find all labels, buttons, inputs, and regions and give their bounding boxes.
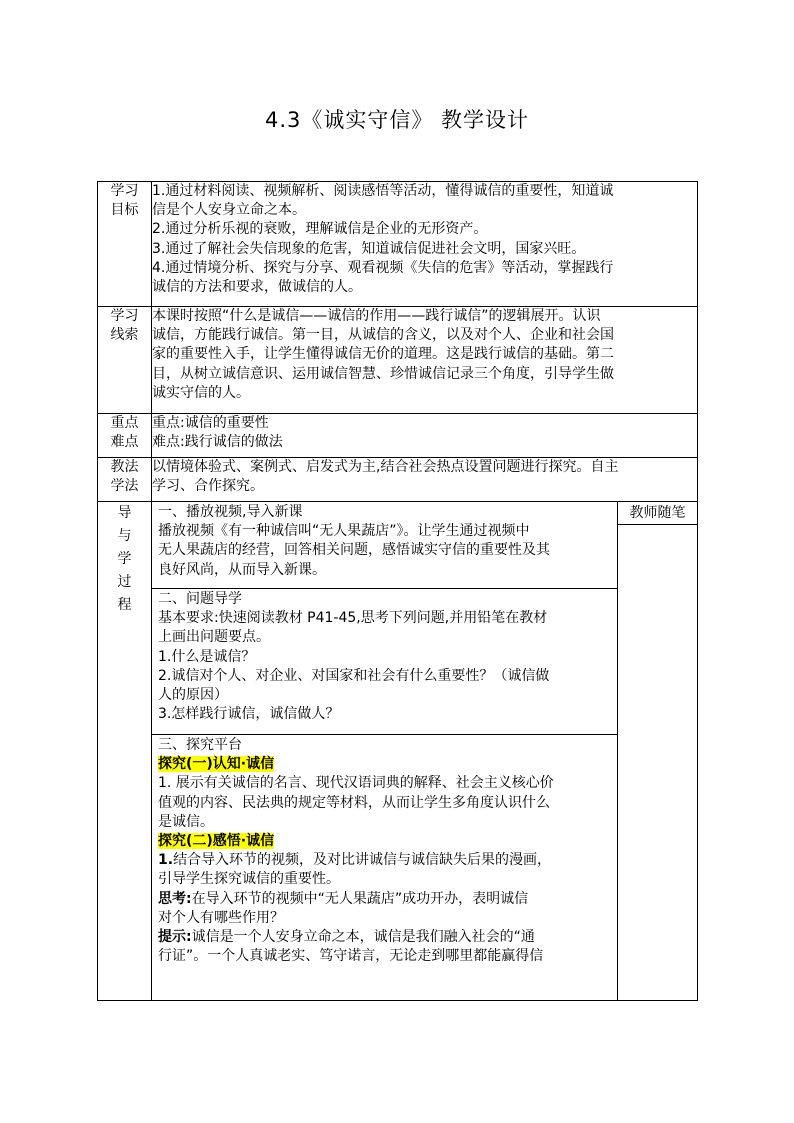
key-points-label-text: 重点 难点 [110, 415, 139, 451]
section2-question: 3.怎样践行诚信，诚信做人？ [158, 706, 340, 723]
hint-line: 诚信是一个人安身立命之本，诚信是我们融入社会的“通 [191, 929, 535, 946]
think-label: 思考: [158, 890, 192, 907]
objectives-line: 3.通过了解社会失信现象的危害，知道诚信促进社会文明，国家兴旺。 [152, 240, 586, 257]
explore1-line: 1. 展示有关诚信的名言、现代汉语词典的解释、社会主义核心价 [158, 775, 554, 792]
methods-label [98, 458, 152, 502]
teacher-notes-column [618, 502, 698, 1001]
hint-label: 提示: [158, 929, 192, 946]
section2-heading: 二、问题导学 [158, 591, 242, 607]
explore2-line: 结合导入环节的视频，及对比讲诚信与诚信缺失后果的漫画， [173, 852, 552, 869]
explore2-number: 1. [158, 852, 174, 869]
explore1-line: 是诚信。 [158, 813, 214, 830]
process-section-2 [152, 589, 617, 735]
lesson-plan-table [97, 181, 698, 1001]
clues-line: 家的重要性入手，让学生懂得诚信无价的道理。这是践行诚信的基础。第二 [152, 346, 614, 363]
think-line: 对个人有哪些作用？ [158, 909, 284, 926]
section1-heading: 一、播放视频,导入新课 [158, 504, 303, 520]
methods-label-text: 教法 学法 [110, 459, 139, 495]
objectives-line: 信是个人安身立命之本。 [152, 202, 306, 219]
process-label [98, 502, 152, 1001]
teacher-notes-header: 教师随笔 [618, 502, 697, 525]
clues-line: 诚实守信的人。 [152, 384, 250, 401]
section2-line: 基本要求:快速阅读教材 P41-45,思考下列问题,并用铅笔在教材 [158, 610, 548, 627]
section3-heading: 三、探究平台 [158, 737, 242, 753]
clues-line: 本课时按照“什么是诚信——诚信的作用——践行诚信”的逻辑展开。认识 [152, 308, 601, 324]
key-points-label [98, 414, 152, 458]
section1-line: 无人果蔬店的经营，回答相关问题，感悟诚实守信的重要性及其 [158, 542, 550, 559]
section2-question: 2.诚信对个人、对企业、对国家和社会有什么重要性？（诚信做 [158, 667, 550, 684]
objectives-line: 4.通过情境分析、探究与分享、观看视频《失信的危害》等活动，掌握践行 [152, 259, 614, 276]
clues-row [98, 307, 698, 414]
clues-line: 目，从树立诚信意识、运用诚信智慧、珍惜诚信记录三个角度，引导学生做 [152, 365, 614, 382]
explore2-title: 探究(二)感悟·诚信 [158, 833, 275, 850]
process-content [152, 502, 618, 1001]
clues-label [98, 307, 152, 414]
objectives-line: 诚信的方法和要求，做诚信的人。 [152, 279, 362, 296]
document-title: 4.3《诚实守信》 教学设计 [264, 108, 530, 132]
clues-line: 诚信，方能践行诚信。第一目，从诚信的含义，以及对个人、企业和社会国 [152, 327, 614, 344]
objectives-label [98, 182, 152, 307]
process-row [98, 502, 698, 1001]
clues-label-text: 学习 线索 [110, 308, 139, 344]
methods-line: 以情境体验式、案例式、启发式为主,结合社会热点设置问题进行探究。自主 [152, 459, 619, 475]
hint-line: 行证”。一个人真诚老实、笃守诺言，无论走到哪里都能赢得信 [158, 948, 544, 965]
section2-question: 1.什么是诚信？ [158, 648, 256, 665]
key-points-row [98, 414, 698, 458]
clues-content [152, 307, 698, 414]
key-point-line: 重点:诚信的重要性 [152, 415, 269, 431]
methods-content [152, 458, 698, 502]
explore2-line: 引导学生探究诚信的重要性。 [158, 871, 340, 888]
think-line: 在导入环节的视频中“无人果蔬店”成功开办，表明诚信 [191, 890, 529, 907]
section2-line: 人的原因） [158, 687, 228, 704]
process-label-text: 导 与 学 过 程 [117, 505, 132, 613]
explore1-line: 值观的内容、民法典的规定等材料，从而让学生多角度认识什么 [158, 794, 550, 811]
objectives-row [98, 182, 698, 307]
process-section-1 [152, 502, 617, 589]
section1-line: 播放视频《有一种诚信叫“无人果蔬店”》。让学生通过视频中 [158, 523, 530, 540]
objectives-line: 2.通过分析乐视的衰败，理解诚信是企业的无形资产。 [152, 221, 488, 238]
section1-line: 良好风尚，从而导入新课。 [158, 561, 326, 578]
objectives-line: 1.通过材料阅读、视频解析、阅读感悟等活动，懂得诚信的重要性，知道诚 [152, 183, 614, 199]
objectives-label-text: 学习 目标 [110, 183, 139, 219]
process-section-3 [152, 735, 617, 968]
key-points-content [152, 414, 698, 458]
difficulty-line: 难点:践行诚信的做法 [152, 434, 283, 451]
methods-line: 学习、合作探究。 [152, 478, 264, 495]
explore1-title: 探究(一)认知·诚信 [158, 756, 275, 773]
section2-line: 上画出问题要点。 [158, 629, 270, 646]
objectives-content [152, 182, 698, 307]
methods-row [98, 458, 698, 502]
process-sections [152, 502, 617, 967]
